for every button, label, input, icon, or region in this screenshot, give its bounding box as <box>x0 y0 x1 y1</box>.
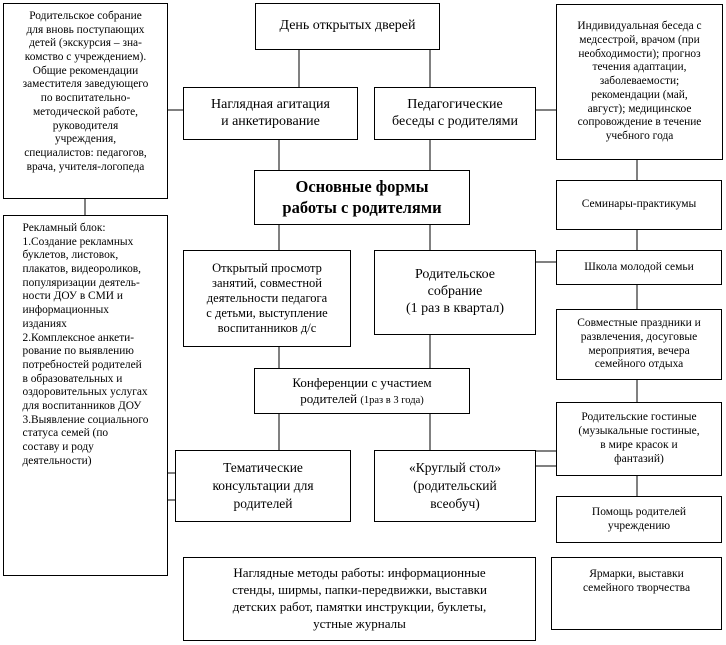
parent-meeting-new-text: Родительское собрание для вновь поступающих детей (экскурсия – зна- комство с учреждением). Общие рекомендации заместителя заведующего по воспитательно- методической работе, руководителя учреждения, специалистов: педагогов, врача, учителя-логопеда <box>22 10 149 173</box>
ad-block-box <box>3 215 168 576</box>
open-days-text: День открытых дверей <box>279 18 416 34</box>
fairs-box <box>551 557 722 630</box>
young-family-school-text: Школа молодой семьи <box>584 260 694 273</box>
individual-talk-box <box>556 4 723 160</box>
individual-talk-text: Индивидуальная беседа с медсестрой, врачом (при необходимости); прогноз течения адаптации, заболеваемости; рекомендации (май, август); медицинское сопровождение в течение учебного года <box>577 20 702 142</box>
seminars-box <box>556 180 722 230</box>
thematic-consult-box <box>175 450 351 522</box>
parent-meeting-text: Родительское собрание (1 раз в квартал) <box>405 267 505 316</box>
conferences-text <box>292 375 431 407</box>
parent-meeting-new-box <box>3 3 168 199</box>
open-viewing-text: Открытый просмотр занятий, совместной деятельности педагога с детьми, выступление воспитанников д/с <box>206 261 328 335</box>
pedagogical-talks-box <box>374 87 536 140</box>
seminars-text: Семинары-практикумы <box>581 198 697 211</box>
parent-lounges-text: Родительские гостиные (музыкальные гостиные, в мире красок и фантазий) <box>578 411 700 465</box>
conferences-frequency: (1раз в 3 года) <box>360 394 424 406</box>
joint-holidays-box <box>556 309 722 380</box>
visual-methods-box <box>183 557 536 641</box>
pedagogical-talks-text: Педагогические беседы с родителями <box>392 96 518 129</box>
joint-holidays-text: Совместные праздники и развлечения, досуговые мероприятия, вечера семейного отдыха <box>577 316 701 371</box>
parent-help-text: Помощь родителей учреждению <box>591 505 687 532</box>
conferences-box <box>254 368 470 414</box>
round-table-text: «Круглый стол» (родительский всеобуч) <box>408 459 502 512</box>
round-table-box <box>374 450 536 522</box>
visual-methods-text: Наглядные методы работы: информационные стенды, ширмы, папки-передвижки, выставки детских работ, памятки инструкции, буклеты, устные журналы <box>232 565 487 631</box>
parent-meeting-box <box>374 250 536 335</box>
ad-block-text: Рекламный блок: 1.Создание рекламных буклетов, листовок, плакатов, видеороликов, популяризации деятель- ности ДОУ в СМИ и информационных изданиях 2.Комплексное анкети- рование по выявлению потребностей родителей в образовательных и оздоровительных услугах для воспитанников ДОУ 3.Выявление социального статуса семей (по составу и роду деятельности) <box>22 222 149 467</box>
fairs-text: Ярмарки, выставки семейного творчества <box>582 568 691 594</box>
conferences-main-text: Конференции с участием родителей <box>292 374 432 406</box>
main-forms-box <box>254 170 470 225</box>
open-days-box <box>255 3 440 50</box>
young-family-school-box <box>556 250 722 285</box>
main-forms-title: Основные формы работы с родителями <box>282 176 442 217</box>
open-viewing-box <box>183 250 351 347</box>
thematic-consult-text: Тематические консультации для родителей <box>212 459 314 512</box>
visual-agitation-text: Наглядная агитация и анкетирование <box>211 96 330 129</box>
parent-lounges-box <box>556 402 722 476</box>
parent-help-box <box>556 496 722 543</box>
visual-agitation-box <box>183 87 358 140</box>
